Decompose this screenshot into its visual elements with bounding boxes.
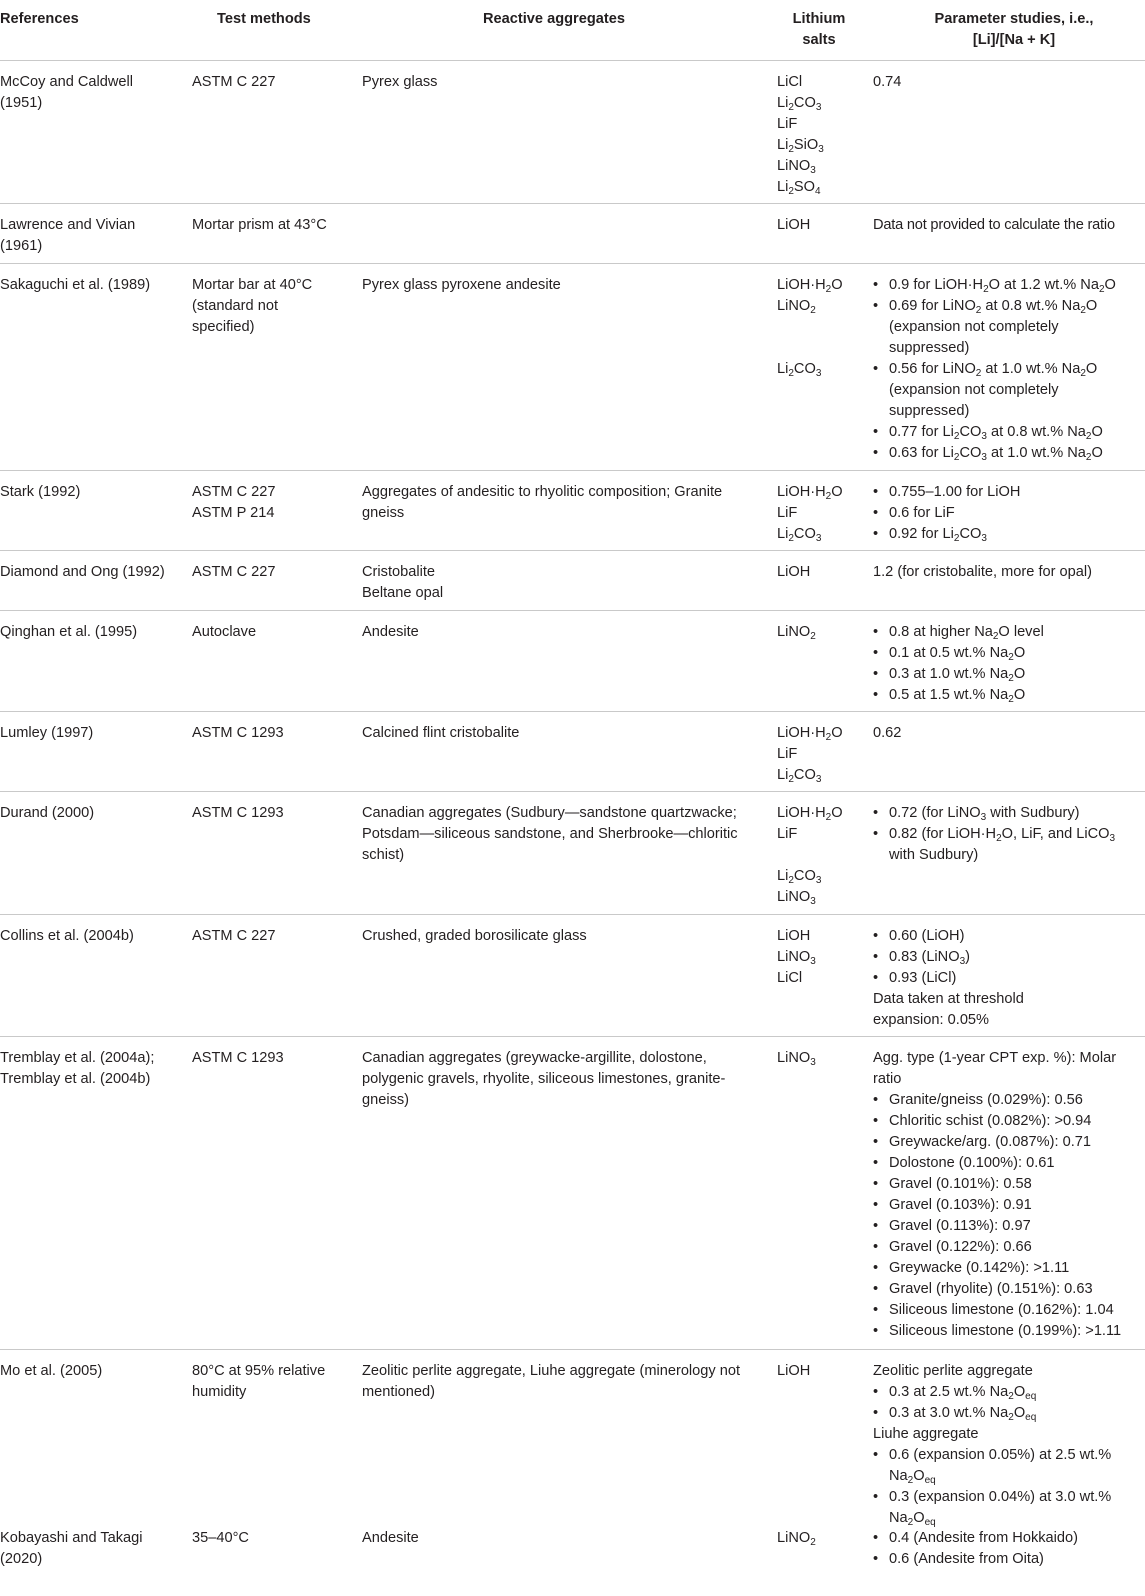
- cell-reference: Diamond and Ong (1992): [0, 564, 165, 580]
- cell-aggregates: Andesite: [362, 1530, 419, 1546]
- cell-test-method: 35–40°C: [192, 1530, 249, 1546]
- cell-test-method: ASTM C 1293: [192, 1050, 284, 1066]
- cell-test-method: Mortar bar at 40°C (standard not specified): [192, 277, 313, 335]
- cell-lithium-salts: LiNO$_2$: [777, 624, 816, 642]
- cell-aggregates: Canadian aggregates (Sudbury—sandstone quartzwacke; Potsdam—siliceous sandstone, and Sherbrooke—chloritic schist): [362, 805, 738, 863]
- cell-parameters: Data not provided to calculate the ratio: [873, 217, 1115, 233]
- cell-aggregates: Andesite: [362, 624, 419, 640]
- cell-reference: Durand (2000): [0, 805, 95, 821]
- cell-parameters: Agg. type (1-year CPT exp. %): Molar ratio • Granite/gneiss (0.029%): 0.56 • Chloritic schist (0.082%): >0.94 • Greywacke/arg. (0.087%): 0.71 • Dolostone (0.100%): 0.61 • Gravel (0.101%): 0.58 • Gravel (0.103%): 0.91 • Gravel (0.113%): 0.97 • Gravel (0.122%): 0.66 • Greywacke (0.142%): >1.11 • Gravel (rhyolite) (0.151%): 0.63 • Siliceous limestone (0.162%): 1.04 • Siliceous limestone (0.199%): >1.11: [873, 1048, 1145, 1342]
- cell-test-method: 80°C at 95% relative humidity: [192, 1363, 326, 1400]
- cell-test-method: ASTM C 227 ASTM P 214: [192, 484, 276, 521]
- cell-aggregates: Calcined flint cristobalite: [362, 725, 520, 741]
- table-row: [0, 914, 1145, 1037]
- table-row: [0, 1036, 1145, 1350]
- header-references: References: [0, 11, 79, 27]
- table-row: [0, 203, 1145, 264]
- cell-reference: Tremblay et al. (2004a); Tremblay et al. (2004b): [0, 1050, 155, 1087]
- cell-test-method: Autoclave: [192, 624, 257, 640]
- header-parameter-studies: Parameter studies, i.e., [Li]/[Na + K]: [934, 11, 1094, 48]
- cell-test-method: ASTM C 1293: [192, 725, 284, 741]
- cell-lithium-salts: LiNO$_2$: [777, 1530, 816, 1548]
- table-header: [0, 0, 1145, 61]
- cell-aggregates: Aggregates of andesitic to rhyolitic composition; Granite gneiss: [362, 484, 723, 521]
- cell-reference: Qinghan et al. (1995): [0, 624, 138, 640]
- cell-aggregates: Cristobalite Beltane opal: [362, 564, 444, 601]
- table-row: [0, 1349, 1145, 1528]
- cell-parameters: • 0.9 for $LiOH\cdot H_2O$ at 1.2 wt.% $Na_2O$ • 0.69 for LiNO$_2$ at 0.8 wt.% $Na_2O$ (expansion not completely suppressed) • 0.56 for LiNO$_2$ at 1.0 wt.% $Na_2O$ (expansion not completely suppressed) • 0.77 for $Li_2CO_3$ at 0.8 wt.% $Na_2O$ • 0.63 for $Li_2CO_3$ at 1.0 wt.% $Na_2O$: [873, 275, 1145, 464]
- cell-lithium-salts: $LiOH\cdot H_2O$ LiF $Li_2CO_3$ LiNO$_3$: [777, 805, 843, 907]
- cell-parameters: Zeolitic perlite aggregate • 0.3 at 2.5 wt.% $Na_2O_{eq}$ • 0.3 at 3.0 wt.% $Na_2O_{eq}$ Liuhe aggregate • 0.6 (expansion 0.05%) at 2.5 wt.% $Na_2O_{eq}$ • 0.3 (expansion 0.04%) at 3.0 wt.% $Na_2O_{eq}$: [873, 1361, 1145, 1529]
- table-row: [0, 263, 1145, 471]
- cell-reference: McCoy and Caldwell (1951): [0, 74, 134, 111]
- cell-reference: Kobayashi and Takagi (2020): [0, 1530, 143, 1567]
- cell-reference: Sakaguchi et al. (1989): [0, 277, 151, 293]
- cell-reference: Collins et al. (2004b): [0, 928, 134, 944]
- cell-aggregates: Crushed, graded borosilicate glass: [362, 928, 587, 944]
- cell-lithium-salts: LiOH: [777, 1363, 811, 1379]
- header-test-methods: Test methods: [217, 11, 311, 27]
- cell-lithium-salts: LiOH LiNO$_3$ LiCl: [777, 928, 816, 986]
- cell-reference: Lawrence and Vivian (1961): [0, 217, 136, 254]
- table-row: [0, 470, 1145, 551]
- cell-reference: Stark (1992): [0, 484, 81, 500]
- header-lithium-salts: Lithium salts: [792, 11, 846, 48]
- table-row: [0, 1517, 1145, 1596]
- cell-test-method: ASTM C 227: [192, 74, 276, 90]
- cell-aggregates: Canadian aggregates (greywacke-argillite, dolostone, polygenic gravels, rhyolite, siliceous limestones, granite- gneiss): [362, 1050, 726, 1108]
- cell-reference: Lumley (1997): [0, 725, 94, 741]
- cell-lithium-salts: LiNO$_3$: [777, 1050, 816, 1068]
- cell-lithium-salts: LiOH: [777, 217, 811, 233]
- table-row: [0, 60, 1145, 204]
- table-row: [0, 610, 1145, 712]
- cell-test-method: ASTM C 227: [192, 928, 276, 944]
- cell-test-method: ASTM C 227: [192, 564, 276, 580]
- cell-test-method: Mortar prism at 43°C: [192, 217, 327, 233]
- table-row: [0, 711, 1145, 792]
- cell-reference: Mo et al. (2005): [0, 1363, 103, 1379]
- cell-parameters: • 0.8 at higher $Na_2O$ level • 0.1 at 0.5 wt.% $Na_2O$ • 0.3 at 1.0 wt.% $Na_2O$ • 0.5 at 1.5 wt.% $Na_2O$: [873, 622, 1145, 706]
- cell-lithium-salts: LiCl $Li_2CO_3$ LiF $Li_2SiO_3$ LiNO$_3$ $Li_2SO_4$: [777, 74, 824, 197]
- cell-lithium-salts: $LiOH\cdot H_2O$ LiF $Li_2CO_3$: [777, 484, 843, 544]
- cell-parameters: • 0.60 (LiOH) • 0.83 (LiNO$_3$) • 0.93 (LiCl) Data taken at threshold expansion: 0.05%: [873, 926, 1145, 1031]
- cell-aggregates: Pyrex glass: [362, 74, 438, 90]
- cell-aggregates: Zeolitic perlite aggregate, Liuhe aggregate (minerology not mentioned): [362, 1363, 741, 1400]
- cell-test-method: ASTM C 1293: [192, 805, 284, 821]
- cell-parameters: 1.2 (for cristobalite, more for opal): [873, 564, 1092, 580]
- cell-lithium-salts: LiOH: [777, 564, 811, 580]
- cell-parameters: • 0.4 (Andesite from Hokkaido) • 0.6 (Andesite from Oita): [873, 1528, 1145, 1570]
- cell-aggregates: Pyrex glass pyroxene andesite: [362, 277, 561, 293]
- cell-parameters: 0.74: [873, 74, 902, 90]
- table-row: [0, 791, 1145, 915]
- cell-parameters: • 0.755–1.00 for LiOH • 0.6 for LiF • 0.92 for $Li_2CO_3$: [873, 482, 1145, 545]
- cell-parameters: • 0.72 (for LiNO$_3$ with Sudbury) • 0.82 (for $LiOH\cdot H_2O$, LiF, and LiCO$_3$ with Sudbury): [873, 803, 1145, 866]
- cell-parameters: 0.62: [873, 725, 902, 741]
- table-row: [0, 550, 1145, 611]
- header-reactive-aggregates: Reactive aggregates: [483, 11, 625, 27]
- cell-lithium-salts: $LiOH\cdot H_2O$ LiNO$_2$ $Li_2CO_3$: [777, 277, 843, 379]
- cell-lithium-salts: $LiOH\cdot H_2O$ LiF $Li_2CO_3$: [777, 725, 843, 785]
